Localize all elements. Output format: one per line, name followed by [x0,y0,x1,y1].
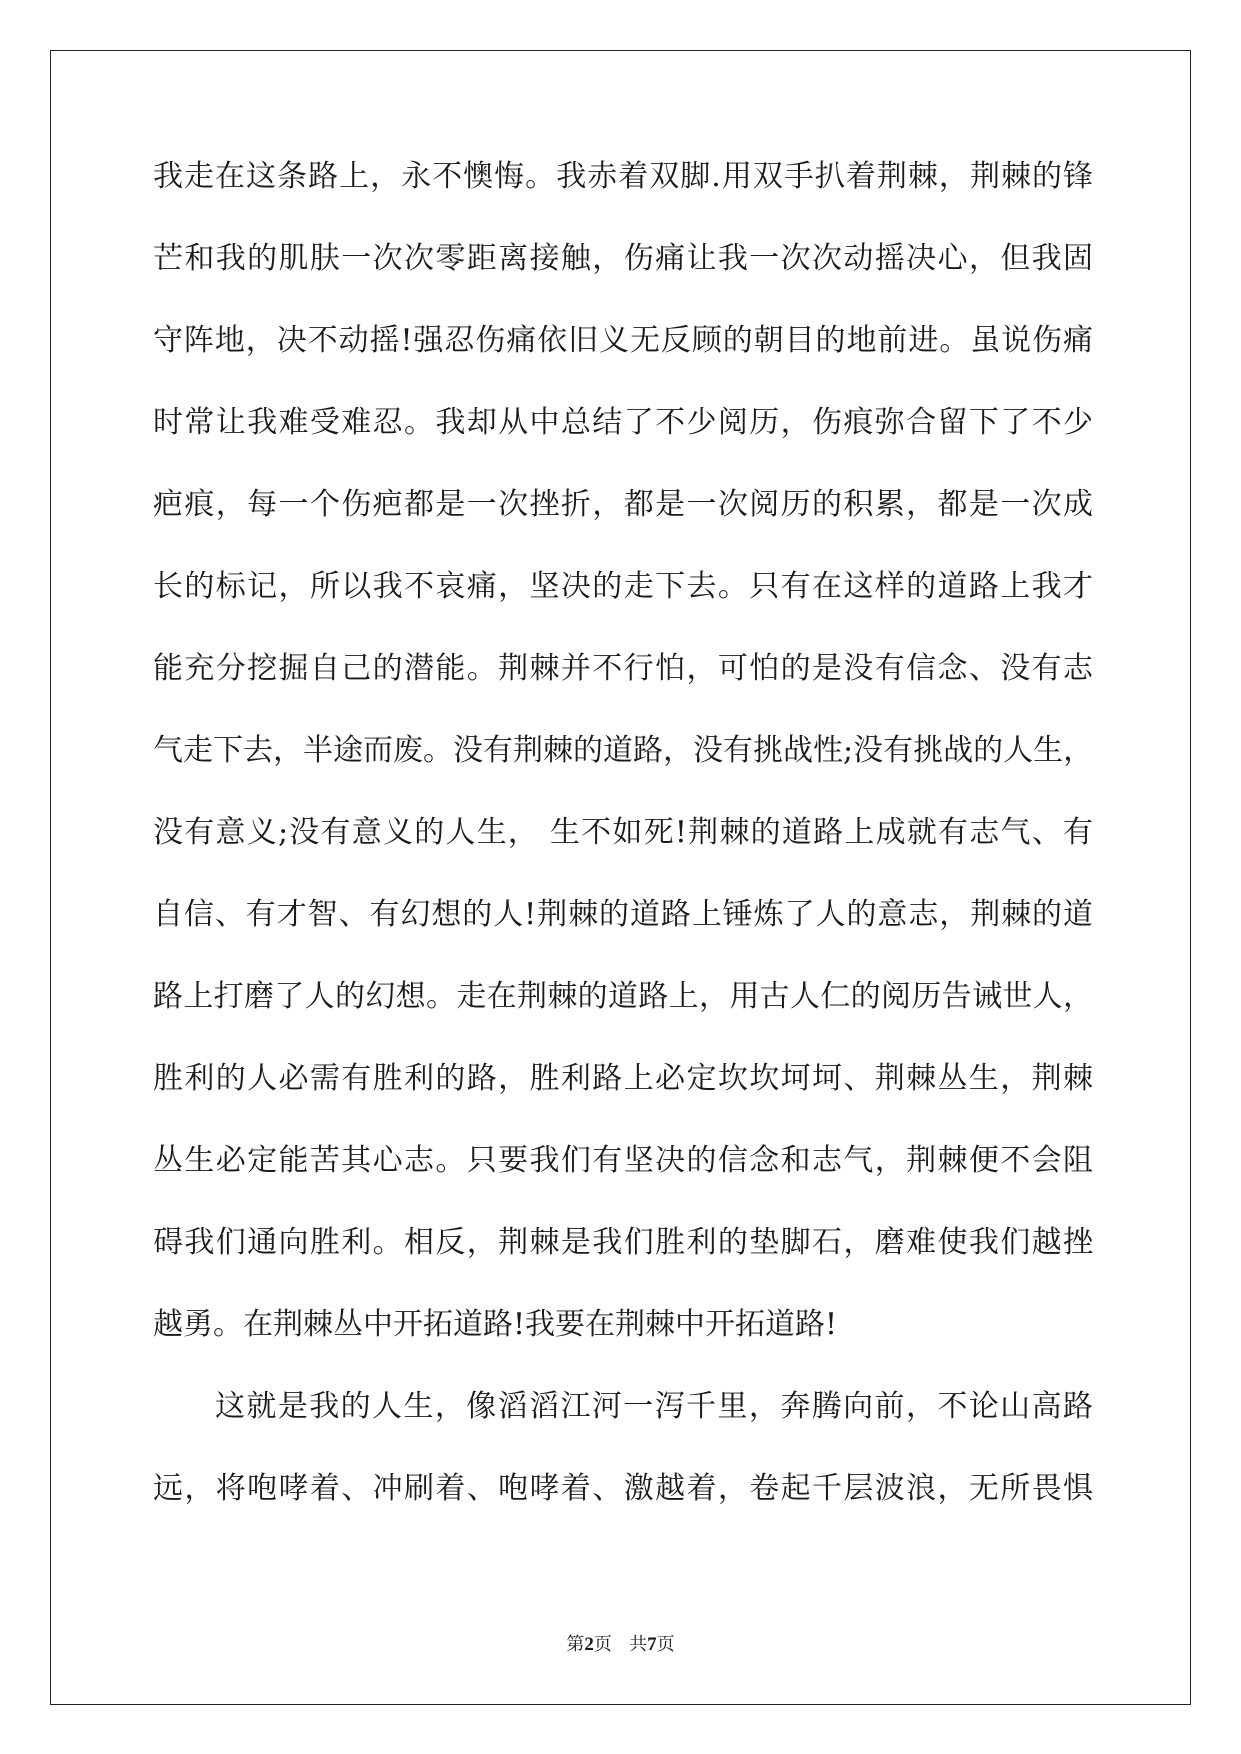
text-line: 气走下去，半途而废。没有荆棘的道路，没有挑战性;没有挑战的人生， [153,733,1094,768]
page-footer [0,1630,1241,1656]
text-line: 越勇。在荆棘丛中开拓道路!我要在荆棘中开拓道路! [153,1307,838,1342]
text-line: 丛生必定能苦其心志。只要我们有坚决的信念和志气，荆棘便不会阻 [153,1143,1093,1178]
paragraph-first-line: 这就是我的人生，像滔滔江河一泻千里，奔腾向前，不论山高路 [215,1389,1093,1424]
total-pages: 7 [647,1634,657,1655]
text-line: 长的标记，所以我不哀痛，坚决的走下去。只有在这样的道路上我才 [153,569,1093,604]
text-line: 疤痕，每一个伤疤都是一次挫折，都是一次阅历的积累，都是一次成 [153,487,1093,522]
text-line: 守阵地，决不动摇!强忍伤痛依旧义无反顾的朝目的地前进。虽说伤痛 [153,323,1093,358]
document-body [153,158,1093,1552]
text-line: 我走在这条路上，永不懊悔。我赤着双脚.用双手扒着荆棘，荆棘的锋 [153,159,1093,194]
text-line: 没有意义;没有意义的人生， 生不如死!荆棘的道路上成就有志气、有 [153,815,1093,850]
page-number: 2 [584,1634,594,1655]
footer-middle: 页 共 [593,1634,648,1655]
text-line: 能充分挖掘自己的潜能。荆棘并不行怕，可怕的是没有信念、没有志 [153,651,1093,686]
footer-suffix: 页 [656,1634,675,1655]
text-line: 碍我们通向胜利。相反，荆棘是我们胜利的垫脚石，磨难使我们越挫 [153,1225,1093,1260]
text-line: 自信、有才智、有幻想的人!荆棘的道路上锤炼了人的意志，荆棘的道 [153,897,1093,932]
footer-prefix: 第 [566,1634,585,1655]
text-line: 时常让我难受难忍。我却从中总结了不少阅历，伤痕弥合留下了不少 [153,405,1093,440]
text-line: 胜利的人必需有胜利的路，胜利路上必定坎坎坷坷、荆棘丛生，荆棘 [153,1061,1093,1096]
text-line: 远，将咆哮着、冲刷着、咆哮着、激越着，卷起千层波浪，无所畏惧 [153,1471,1093,1506]
text-line: 芒和我的肌肤一次次零距离接触，伤痛让我一次次动摇决心，但我固 [153,241,1093,276]
text-line: 路上打磨了人的幻想。走在荆棘的道路上，用古人仁的阅历告诫世人， [153,979,1093,1014]
